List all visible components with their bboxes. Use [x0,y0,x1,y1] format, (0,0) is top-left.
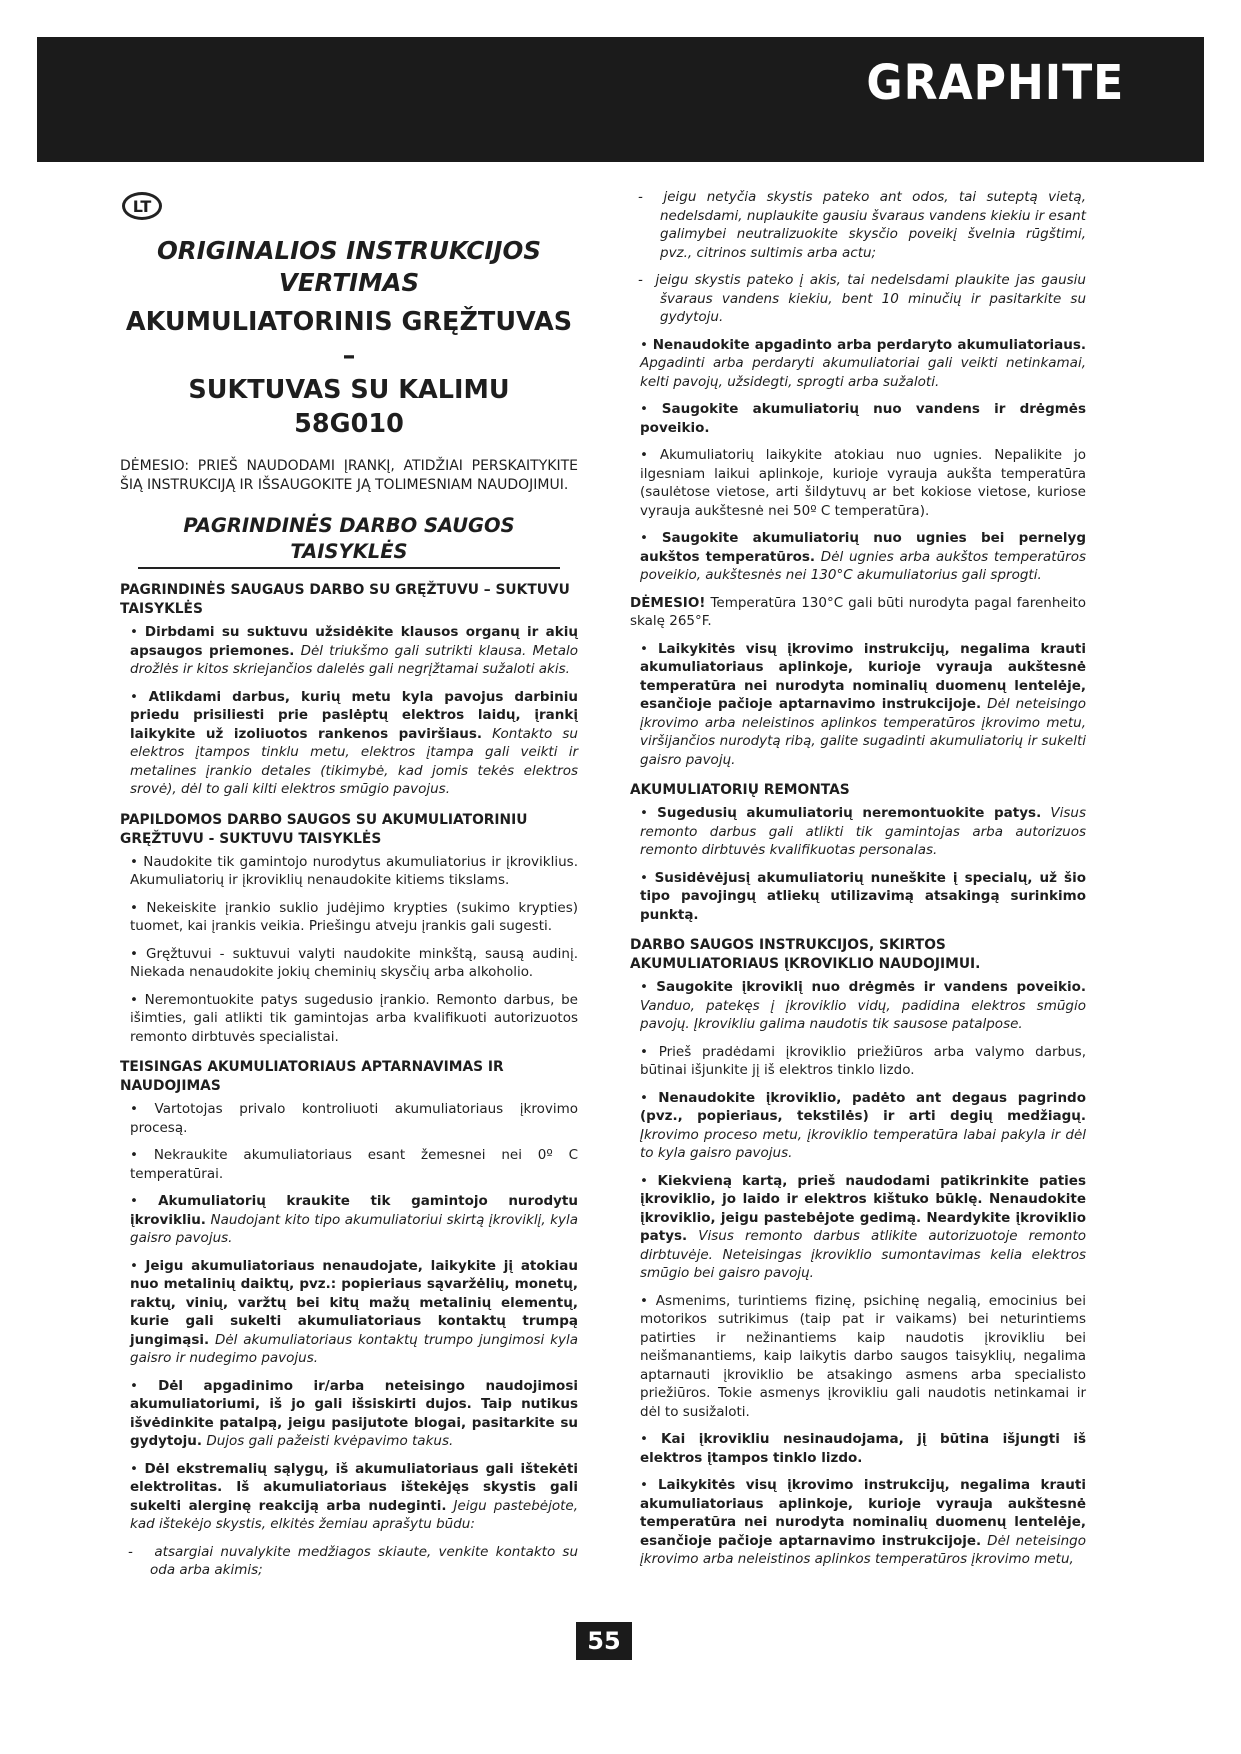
rule-item: • Kiekvieną kartą, prieš naudodami patikrinkite paties įkroviklio, jo laido ir elektros kištuko būklę. Nenaudokite įkroviklio, jeigu pastebėjote gedimą. Neardykite įkroviklio patys. Visus remonto darbus atlikite autorizuotoje remonto dirbtuvėje. Neteisingas įkroviklio sumontavimas kelia elektros smūgio bei gaisro pavojų. [640,1172,1086,1281]
rule-item: • Saugokite įkroviklį nuo drėgmės ir vandens poveikio. Vanduo, patekęs į įkroviklio vidų, padidina elektros smūgio pavojų. Įkrovikliu galima naudotis tik sausose patalpose. [640,979,1086,1032]
rule-item: • Akumuliatorių kraukite tik gamintojo nurodytu įkrovikliu. Naudojant kito tipo akumuliatoriui skirtą įkroviklį, kyla gaisro pavojus. [130,1193,579,1246]
rule-item: • Saugokite akumuliatorių nuo vandens ir drėgmės poveikio. [640,401,1086,436]
rule-item: • Susidėvėjusį akumuliatorių nuneškite į specialų, už šio tipo pavojingų atliekų utilizavimą atsakingą surinkimo punktą. [640,869,1086,923]
brand-logo: GRAPHITE [866,55,1124,111]
rule-item: • Asmenims, turintiems fizinę, psichinę negalią, emocinius bei motorikos sutrikimus (taip pat ir vaikams) bei neturintiems patirties ir nežinantiems kaip naudotis įkrovikliu bei neišmanantiems, kaip laikytis darbo saugos taisyklių, negalima aptarnauti įkroviklio be atsakingo asmens arba specialisto priežiūros. Tokie asmenys įkrovikliu gali naudotis netinkamai ir dėl to susižaloti. [640,1292,1086,1420]
rule-item: • Dėl apgadinimo ir/arba neteisingo naudojimosi akumuliatoriumi, iš jo gali išsiskirti dujos. Taip nutikus išvėdinkite patalpą, jeigu pasijutote blogai, pasitarkite su gydytoju. Dujos gali pažeisti kvėpavimo takus. [130,1377,578,1449]
rule-item: • Vartotojas privalo kontroliuoti akumuliatoriaus įkrovimo procesą. [130,1101,578,1136]
rule-item: • Kai įkrovikliu nesinaudojama, jį būtina išjungti iš elektros įtampos tinklo lizdo. [640,1431,1086,1466]
rule-item: • Laikykitės visų įkrovimo instrukcijų, negalima krauti akumuliatoriaus aplinkoje, kurioje vyrauja aukštesnė temperatūra nei nurodyta nominalių duomenų lentelėje, esančioje pačioje aptarnavimo instrukcijoje. Dėl neteisingo įkrovimo arba neleistinos aplinkos temperatūros įkrovimo metu, viršijančios nurodytą ribą, galite sugadinti akumuliatorių ir sukelti gaisro pavojų. [640,640,1086,768]
left-column [120,235,578,1589]
rule-item: • Neremontuokite patys sugedusio įrankio. Remonto darbus, be išimties, gali atlikti tik gamintojas arba kvalifikuoti autorizuotos remonto dirbtuvės specialistai. [130,991,578,1045]
read-warning: DĖMESIO: PRIEŠ NAUDODAMI ĮRANKĮ, ATIDŽIAI PERSKAITYKITE ŠIĄ INSTRUKCIJĄ IR IŠSAUGOKITE JĄ TOLIMESNIAM NAUDOJIMUI. [120,458,578,493]
subheading-additional-rules: PAPILDOMOS DARBO SAUGOS SU AKUMULIATORINIU GRĘŽTUVU - SUKTUVU TAISYKLĖS [120,811,528,847]
right-column [630,188,1086,1578]
rule-item: • Akumuliatorių laikykite atokiau nuo ugnies. Nepalikite jo ilgesniam laikui aplinkoje, kurioje vyrauja aukšta temperatūra (saulėtose vietose, arti šildytuvų ar bet kokiose vietose, kuriose vyrauja aukštesnė nei 50º C temperatūra). [640,447,1086,519]
rule-item: • Naudokite tik gamintojo nurodytus akumuliatorius ir įkroviklius. Akumuliatorių ir įkroviklių nenaudokite kitiems tikslams. [130,853,578,888]
rule-item: • Saugokite akumuliatorių nuo ugnies bei pernelyg aukštos temperatūros. Dėl ugnies arba aukštos temperatūros poveikio, aukštesnės nei 130°C akumuliatorius gali sprogti. [640,530,1086,583]
rule-item: • Nenaudokite apgadinto arba perdaryto akumuliatoriaus. Apgadinti arba perdaryti akumuliatoriai gali veikti netinkamai, kelti pavojų, užsidegti, sprogti arba sužaloti. [640,336,1086,390]
product-name-line1: AKUMULIATORINIS GRĘŽTUVAS – [125,307,573,371]
subheading-charger-safety: DARBO SAUGOS INSTRUKCIJOS, SKIRTOS AKUMULIATORIAUS ĮKROVIKLIO NAUDOJIMUI. [630,937,981,972]
rule-item: • Gręžtuvui - suktuvui valyti naudokite minkštą, sausą audinį. Niekada nenaudokite jokių cheminių skysčių arba alkoholio. [130,945,578,980]
doc-title-line1: ORIGINALIOS INSTRUKCIJOS [156,236,542,265]
rule-item: • Dėl ekstremalių sąlygų, iš akumuliatoriaus gali ištekėti elektrolitas. Iš akumuliatoriaus ištekėjęs skystis gali sukelti alerginę reakciją arba nudeginti. Jeigu pastebėjote, kad ištekėjo skystis, elkitės žemiau aprašytu būdu: [130,1460,578,1532]
dash-item: - atsargiai nuvalykite medžiagos skiaute, venkite kontakto su oda arba akimis; [128,1543,579,1578]
rule-item: • Nekeiskite įrankio suklio judėjimo krypties (sukimo krypties) tuomet, kai įrankis veikia. Priešingu atveju įrankis gali sugesti. [130,899,578,934]
subheading-basic-rules: PAGRINDINĖS SAUGAUS DARBO SU GRĘŽTUVU – SUKTUVU TAISYKLĖS [120,582,570,617]
subheading-battery-use: TEISINGAS AKUMULIATORIAUS APTARNAVIMAS IR NAUDOJIMAS [120,1059,504,1094]
page-number: 55 [576,1622,632,1660]
subheading-battery-repair: AKUMULIATORIŲ REMONTAS [630,782,850,798]
rule-item: • Nenaudokite įkroviklio, padėto ant degaus pagrindo (pvz., popieriaus, tekstilės) ir arti degių medžiagų. Įkrovimo proceso metu, įkroviklio temperatūra labai pakyla ir dėl to kyla gaisro pavojus. [640,1089,1086,1161]
rule-item: • Prieš pradėdami įkroviklio priežiūros arba valymo darbus, būtinai išjunkite jį iš elektros tinklo lizdo. [640,1043,1086,1078]
rule-item: • Sugedusių akumuliatorių neremontuokite patys. Visus remonto darbus gali atlikti tik gamintojas arba autorizuos remonto dirbtuvės kvalifikuotas personalas. [640,805,1086,858]
section-title: PAGRINDINĖS DARBO SAUGOS TAISYKLĖS [138,513,560,569]
rule-item: • Nekraukite akumuliatoriaus esant žemesnei nei 0º C temperatūrai. [130,1147,578,1182]
dash-item: - jeigu netyčia skystis pateko ant odos, tai suteptą vietą, nedelsdami, nuplaukite gausiu švaraus vandens kiekiu ir esant galimybei neutralizuokite skysčio poveikį švelnia rūgštimi, pvz., citrinos sultimis arba actu; [638,189,1086,261]
dash-item: - jeigu skystis pateko į akis, tai nedelsdami plaukite jas gausiu švaraus vandens kiekiu, bent 10 minučių ir pasitarkite su gydytoju. [638,272,1086,325]
attention-note: DĖMESIO! Temperatūra 130°C gali būti nurodyta pagal farenheito skalę 265°F. [630,594,1086,629]
rule-item: • Laikykitės visų įkrovimo instrukcijų, negalima krauti akumuliatoriaus aplinkoje, kurioje vyrauja aukštesnė temperatūra nei nurodyta nominalių duomenų lentelėje, esančioje pačioje aptarnavimo instrukcijoje. Dėl neteisingo įkrovimo arba neleistinos aplinkos temperatūros įkrovimo metu, [640,1477,1086,1567]
rule-item: • Atlikdami darbus, kurių metu kyla pavojus darbiniu priedu prisiliesti prie paslėptų elektros laidų, įrankį laikykite už izoliuotos rankenos paviršiaus. Kontakto su elektros įtampos tinklu metu, elektros įtampa gali veikti ir metalines įrankio detales (tikimybė, kad jomis tekės elektros srovė), dėl to gali kilti elektros smūgio pavojus. [130,688,578,797]
rule-item: • Jeigu akumuliatoriaus nenaudojate, laikykite jį atokiau nuo metalinių daiktų, pvz.: popieriaus sąvaržėlių, monetų, raktų, vinių, varžtų bei kitų mažų metalinių elementų, kurie gali sukelti akumuliatoriaus kontaktų trumpą jungimąsi. Dėl akumuliatoriaus kontaktų trumpo jungimosi kyla gaisro ir nudegimo pavojus. [130,1257,578,1366]
rule-item: • Dirbdami su suktuvu užsidėkite klausos organų ir akių apsaugos priemones. Dėl triukšmo gali sutrikti klausa. Metalo drožlės ir kitos skriejančios dalelės gali negrįžtamai sužaloti akis. [130,624,578,677]
product-name-line2: SUKTUVAS SU KALIMU [188,375,510,405]
language-badge: LT [122,192,162,220]
doc-title-line2: VERTIMAS [278,268,420,297]
product-model: 58G010 [294,409,404,439]
